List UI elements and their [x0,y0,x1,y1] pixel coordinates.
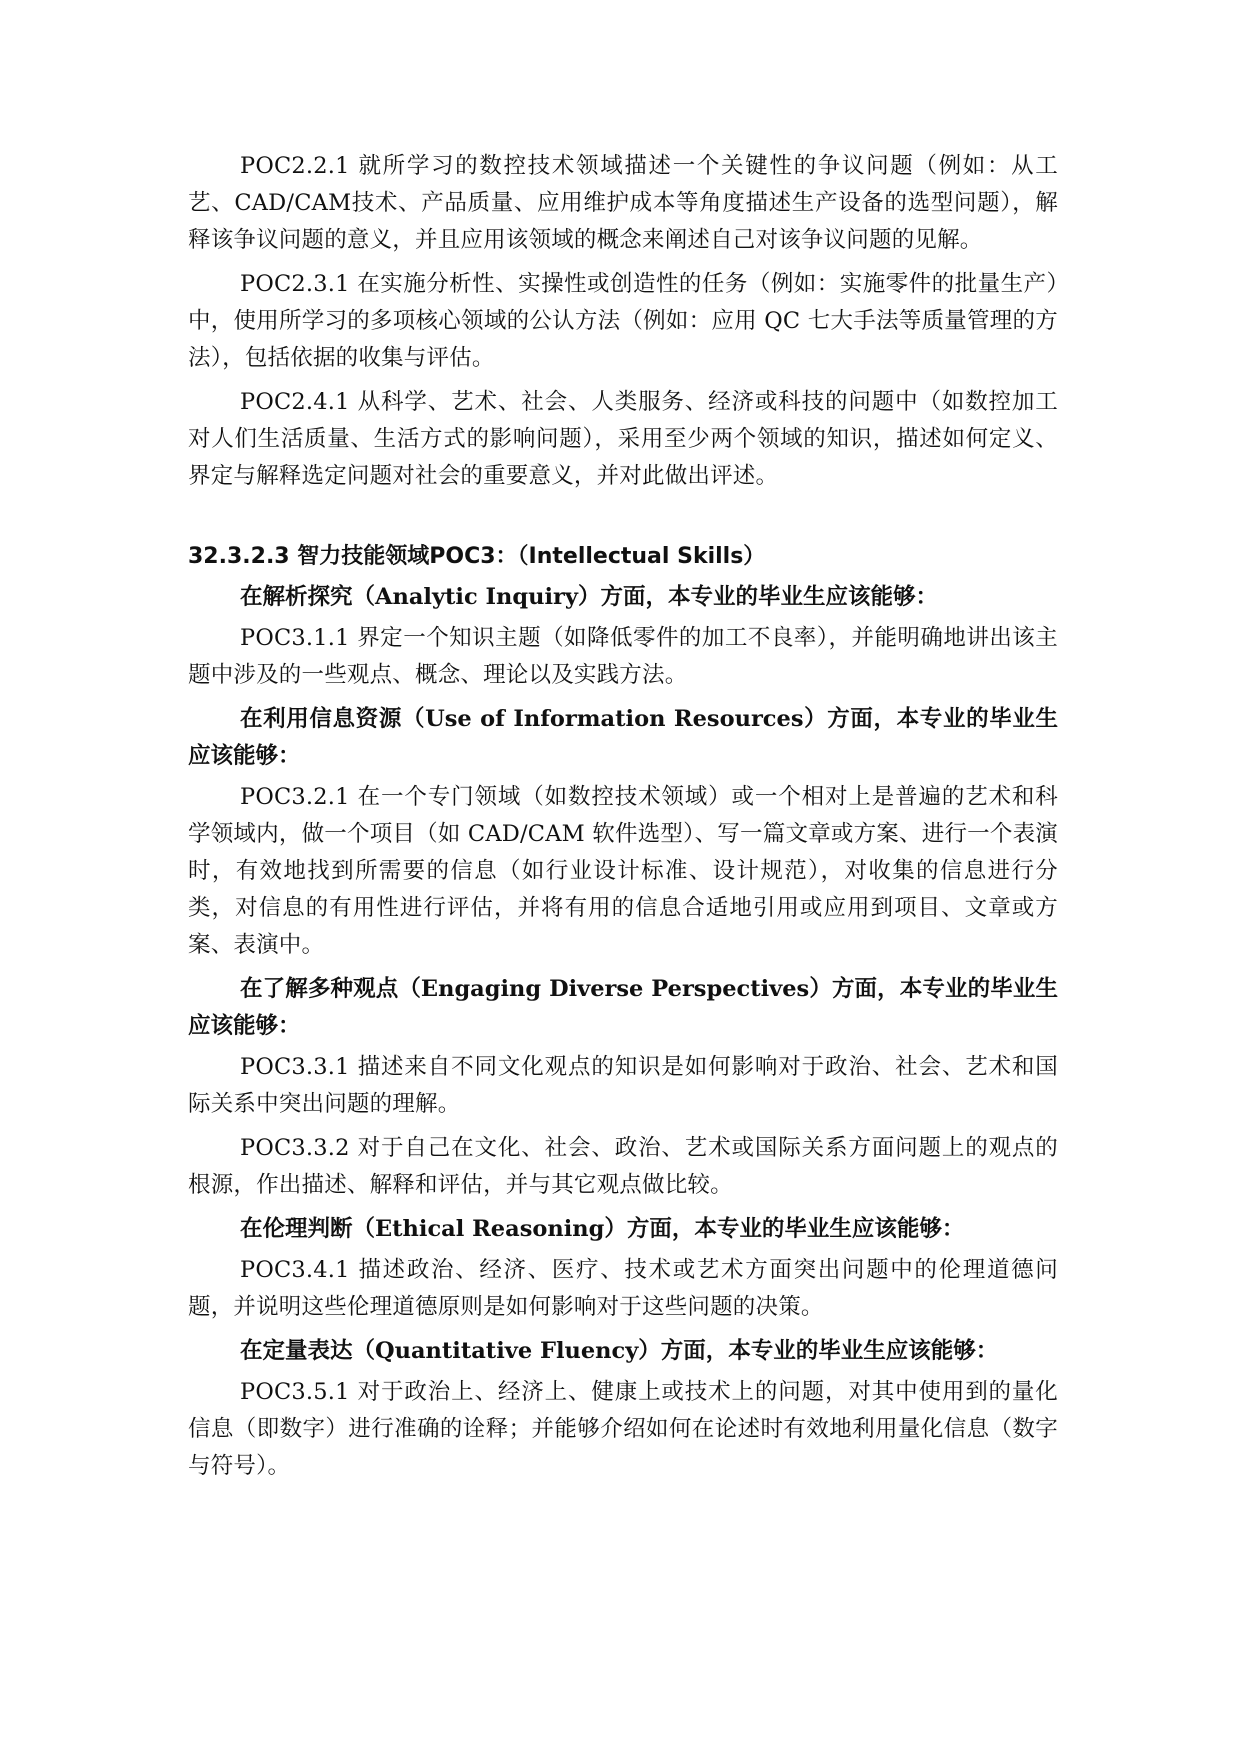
paragraph-poc2-4-1: POC2.4.1 从科学、艺术、社会、人类服务、经济或科技的问题中（如数控加工对人们生活质量、生活方式的影响问题），采用至少两个领域的知识，描述如何定义、界定与解释选定问题对社会的重要意义，并对此做出评述。 [188,389,1058,489]
paragraph-poc3-3-2: POC3.3.2 对于自己在文化、社会、政治、艺术或国际关系方面问题上的观点的根源，作出描述、解释和评估，并与其它观点做比较。 [188,1135,1058,1198]
subheading-diverse-perspectives: 在了解多种观点（Engaging Diverse Perspectives）方面，本专业的毕业生应该能够： [188,976,1058,1039]
subheading-analytic-inquiry: 在解析探究（Analytic Inquiry）方面，本专业的毕业生应该能够： [240,584,938,610]
subheading-ethical-reasoning: 在伦理判断（Ethical Reasoning）方面，本专业的毕业生应该能够： [240,1216,965,1242]
paragraph-poc2-2-1: POC2.2.1 就所学习的数控技术领域描述一个关键性的争议问题（例如：从工艺、CAD/CAM技术、产品质量、应用维护成本等角度描述生产设备的选型问题），解释该争议问题的意义，并且应用该领域的概念来阐述自己对该争议问题的见解。 [188,153,1058,253]
paragraph-poc2-3-1: POC2.3.1 在实施分析性、实操性或创造性的任务（例如：实施零件的批量生产）中，使用所学习的多项核心领域的公认方法（例如：应用 QC 七大手法等质量管理的方法），包括依据的收集与评估。 [188,271,1058,371]
paragraph-poc3-5-1: POC3.5.1 对于政治上、经济上、健康上或技术上的问题，对其中使用到的量化信息（即数字）进行准确的诠释；并能够介绍如何在论述时有效地利用量化信息（数字与符号）。 [188,1379,1058,1479]
paragraph-poc3-2-1: POC3.2.1 在一个专门领域（如数控技术领域）或一个相对上是普遍的艺术和科学领域内，做一个项目（如 CAD/CAM 软件选型）、写一篇文章或方案、进行一个表演时，有效地找到所需要的信息（如行业设计标准、设计规范），对收集的信息进行分类，对信息的有用性进行评估，并将有用的信息合适地引用或应用到项目、文章或方案、表演中。 [188,784,1058,958]
subheading-quantitative-fluency: 在定量表达（Quantitative Fluency）方面，本专业的毕业生应该能够： [240,1338,999,1364]
subheading-information-resources: 在利用信息资源（Use of Information Resources）方面，本专业的毕业生应该能够： [188,706,1058,769]
section-spacer [188,502,1058,538]
paragraph-poc3-1-1: POC3.1.1 界定一个知识主题（如降低零件的加工不良率），并能明确地讲出该主题中涉及的一些观点、概念、理论以及实践方法。 [188,625,1058,688]
paragraph-poc3-4-1: POC3.4.1 描述政治、经济、医疗、技术或艺术方面突出问题中的伦理道德问题，并说明这些伦理道德原则是如何影响对于这些问题的决策。 [188,1257,1058,1320]
paragraph-poc3-3-1: POC3.3.1 描述来自不同文化观点的知识是如何影响对于政治、社会、艺术和国际关系中突出问题的理解。 [188,1054,1058,1117]
document-page [188,148,1058,1492]
section-heading-poc3: 32.3.2.3 智力技能领域POC3：（Intellectual Skills） [188,544,766,569]
